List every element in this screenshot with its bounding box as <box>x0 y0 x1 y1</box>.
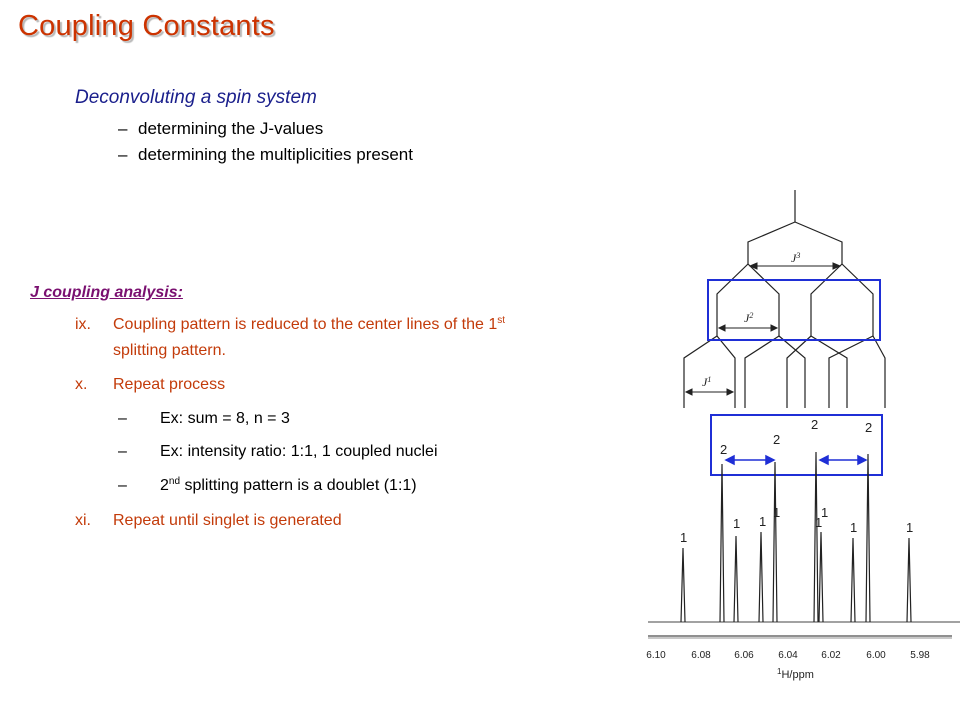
peak <box>866 454 870 622</box>
nmr-figure <box>640 186 960 696</box>
dash-glyph: – <box>118 443 127 460</box>
peak-label: 1 <box>680 530 688 545</box>
bullet-text: determining the J-values <box>138 119 324 138</box>
item-text-line2: splitting pattern. <box>113 342 226 359</box>
peak-label: 1 <box>733 516 741 531</box>
sub-item-text <box>160 474 417 498</box>
bullet-item <box>118 145 413 171</box>
dash-glyph: – <box>118 477 127 494</box>
dash-glyph: – <box>118 145 128 164</box>
sub-item-text: Ex: sum = 8, n = 3 <box>160 410 290 427</box>
bullet-text: determining the multiplicities present <box>138 145 413 164</box>
doublet-arrows <box>726 456 866 464</box>
highlight-box-second-splitting <box>708 280 880 340</box>
list-item-x <box>75 373 475 397</box>
peak-label: 1 <box>815 515 823 530</box>
item-text: Repeat until singlet is generated <box>113 512 342 529</box>
j2-label: $J^2$ <box>744 311 754 325</box>
section-heading: J coupling analysis: <box>30 284 183 301</box>
axis-tick-label: 6.10 <box>646 650 666 661</box>
peak <box>720 464 724 622</box>
multiplicity-label: 2 <box>773 432 781 447</box>
ordinal-suffix: nd <box>168 476 181 487</box>
multiplicity-label: 2 <box>811 417 819 432</box>
item-text: Repeat process <box>113 376 226 393</box>
ppm-axis-ticks <box>646 650 930 661</box>
multiplicity-label: 2 <box>865 420 873 435</box>
peak-label: 1 <box>821 505 829 520</box>
peak <box>681 548 685 622</box>
highlight-box-doublet-pairs <box>711 415 882 475</box>
spectrum-peaks <box>648 452 960 622</box>
ordinal-number: 2 <box>160 477 169 494</box>
peak <box>759 532 763 622</box>
sub-item <box>118 407 618 431</box>
axis-tick-label: 6.06 <box>734 650 754 661</box>
sub-item <box>118 474 618 498</box>
slide-title: Coupling Constants <box>18 10 275 42</box>
peak <box>773 462 777 622</box>
peak-label: 1 <box>773 505 781 520</box>
axis-tick-label: 6.00 <box>866 650 886 661</box>
peak <box>907 538 911 622</box>
axis-tick-label: 6.04 <box>778 650 798 661</box>
axis-tick-label: 5.98 <box>910 650 930 661</box>
list-item-xi <box>75 509 475 533</box>
subtitle-bullet-list <box>118 119 413 171</box>
item-number: ix. <box>75 316 91 333</box>
peak-label: 1 <box>759 514 767 529</box>
splitting-tree <box>684 190 885 408</box>
multiplicity-labels <box>720 417 872 457</box>
dash-glyph: – <box>118 410 127 427</box>
list-item-ix <box>75 313 645 363</box>
peak <box>819 532 823 622</box>
j1-label: $J^1$ <box>702 375 712 389</box>
item-number: xi. <box>75 512 91 529</box>
peak-label: 1 <box>850 520 858 535</box>
sub-item-text-rest: splitting pattern is a doublet (1:1) <box>180 477 417 494</box>
peak <box>851 538 855 622</box>
peak <box>734 536 738 622</box>
item-number: x. <box>75 376 88 393</box>
item-text <box>113 313 505 337</box>
sub-item-text: Ex: intensity ratio: 1:1, 1 coupled nuclei <box>160 443 438 460</box>
axis-title: $^1$H/ppm <box>777 667 814 681</box>
item-text-line1: Coupling pattern is reduced to the center lines of the 1 <box>113 316 498 333</box>
sub-item <box>118 440 618 464</box>
axis-tick-label: 6.02 <box>821 650 841 661</box>
bullet-item <box>118 119 413 145</box>
multiplicity-label: 2 <box>720 442 728 457</box>
ppm-axis <box>648 636 952 638</box>
peak-labels <box>680 505 913 545</box>
dash-glyph: – <box>118 119 128 138</box>
axis-tick-label: 6.08 <box>691 650 711 661</box>
slide-subtitle: Deconvoluting a spin system <box>75 87 317 108</box>
ordinal-suffix: st <box>497 315 506 326</box>
peak-label: 1 <box>906 520 914 535</box>
j3-label: $J^3$ <box>791 251 801 265</box>
peak <box>814 452 818 622</box>
